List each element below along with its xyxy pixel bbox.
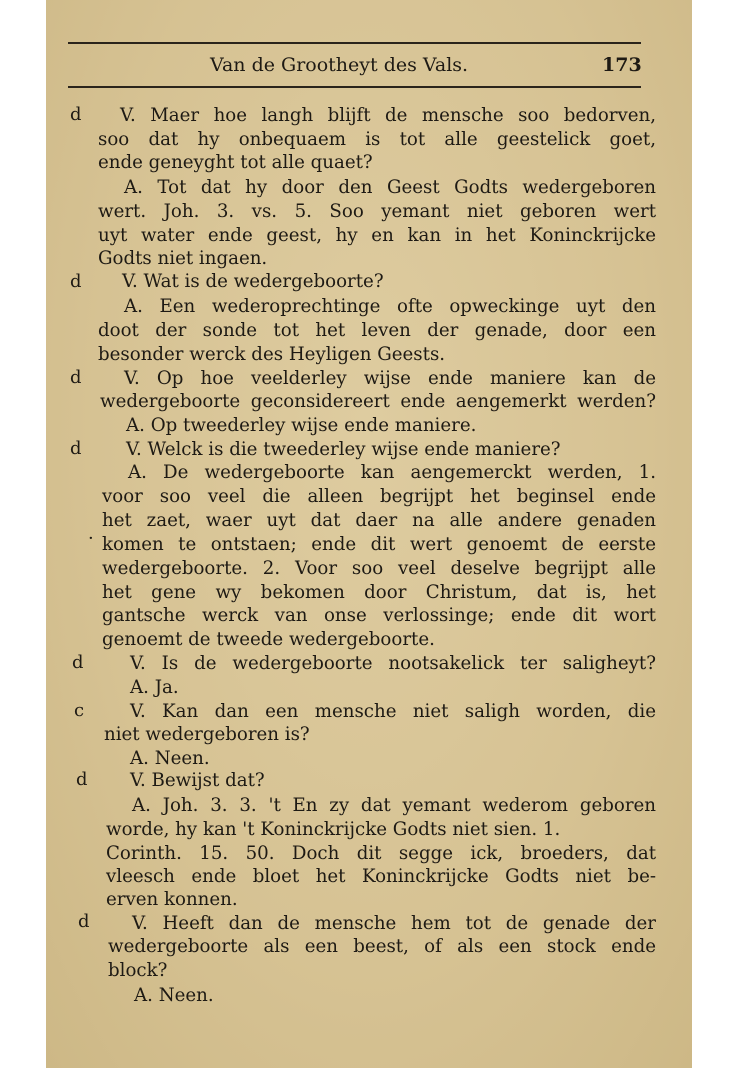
text-line: block? <box>108 960 168 981</box>
text-line: V. Is de wedergeboorte nootsakelick ter saligheyt? <box>130 653 656 674</box>
text-line: wert. Joh. 3. vs. 5. Soo yemant niet geboren wert <box>98 201 656 222</box>
header-rule-top <box>68 42 641 44</box>
margin-mark: d <box>70 438 82 459</box>
text-line: gantsche werck van onse verlossinge; ende dit wort <box>102 605 656 626</box>
text-line: ende geneyght tot alle quaet? <box>98 152 373 173</box>
text-line: niet wedergeboren is? <box>104 724 310 745</box>
text-line: V. Kan dan een mensche niet saligh worden, die <box>130 701 656 722</box>
text-line: A. Op tweederley wijse ende maniere. <box>126 415 477 436</box>
stray-ink-mark: · <box>88 528 94 549</box>
margin-mark: d <box>72 652 84 673</box>
text-line: A. Ja. <box>130 677 179 698</box>
text-line: A. Een wederoprechtinge ofte opweckinge uyt den <box>124 296 656 317</box>
text-line: V. Op hoe veelderley wijse ende maniere kan de <box>124 368 656 389</box>
text-line: A. Joh. 3. 3. 't En zy dat yemant wederom geboren <box>132 795 656 816</box>
text-line: Godts niet ingaen. <box>98 248 268 269</box>
text-line: wedergeboorte geconsidereert ende aengemerkt werden? <box>100 391 656 412</box>
text-line: V. Welck is die tweederley wijse ende maniere? <box>126 439 561 460</box>
text-line: V. Wat is de wedergeboorte? <box>122 271 384 292</box>
text-line: uyt water ende geest, hy en kan in het Koninckrijcke <box>98 225 656 246</box>
text-line: besonder werck des Heyligen Geests. <box>98 344 446 365</box>
text-line: het gene wy bekomen door Christum, dat is, het <box>102 582 656 603</box>
text-line: vleesch ende bloet het Koninckrijcke Godts niet be- <box>106 866 656 887</box>
text-line: erven konnen. <box>106 889 238 910</box>
text-line: A. Neen. <box>130 748 210 769</box>
margin-mark: c <box>74 700 85 721</box>
text-line: genoemt de tweede wedergeboorte. <box>102 629 435 650</box>
text-line: wedergeboorte als een beest, of als een stock ende <box>108 936 656 957</box>
margin-mark: d <box>78 911 90 932</box>
text-line: V. Maer hoe langh blijft de mensche soo bedorven, <box>120 105 656 126</box>
text-line: het zaet, waer uyt dat daer na alle andere genaden <box>102 510 656 531</box>
text-line: voor soo veel die alleen begrijpt het beginsel ende <box>102 486 656 507</box>
text-line: A. Neen. <box>134 985 214 1006</box>
header-rule-bottom <box>68 86 641 88</box>
text-line: V. Heeft dan de mensche hem tot de genade der <box>132 913 656 934</box>
margin-mark: d <box>70 271 82 292</box>
running-header-title: Van de Grootheyt des Vals. <box>210 54 469 76</box>
text-line: Corinth. 15. 50. Doch dit segge ick, broeders, dat <box>106 843 656 864</box>
text-line: komen te ontstaen; ende dit wert genoemt de eerste <box>102 534 656 555</box>
text-line: worde, hy kan 't Koninckrijcke Godts niet sien. 1. <box>106 819 561 840</box>
text-line: doot der sonde tot het leven der genade, door een <box>98 320 656 341</box>
text-line: soo dat hy onbequaem is tot alle geestelick goet, <box>98 129 656 150</box>
text-line: A. Tot dat hy door den Geest Godts wedergeboren <box>124 177 656 198</box>
margin-mark: d <box>76 769 88 790</box>
text-line: V. Bewijst dat? <box>130 770 265 791</box>
margin-mark: d <box>70 104 82 125</box>
text-line: A. De wedergeboorte kan aengemerckt werden, 1. <box>128 462 656 483</box>
margin-mark: d <box>70 367 82 388</box>
text-line: wedergeboorte. 2. Voor soo veel deselve begrijpt alle <box>102 558 656 579</box>
page-number: 173 <box>602 54 642 76</box>
